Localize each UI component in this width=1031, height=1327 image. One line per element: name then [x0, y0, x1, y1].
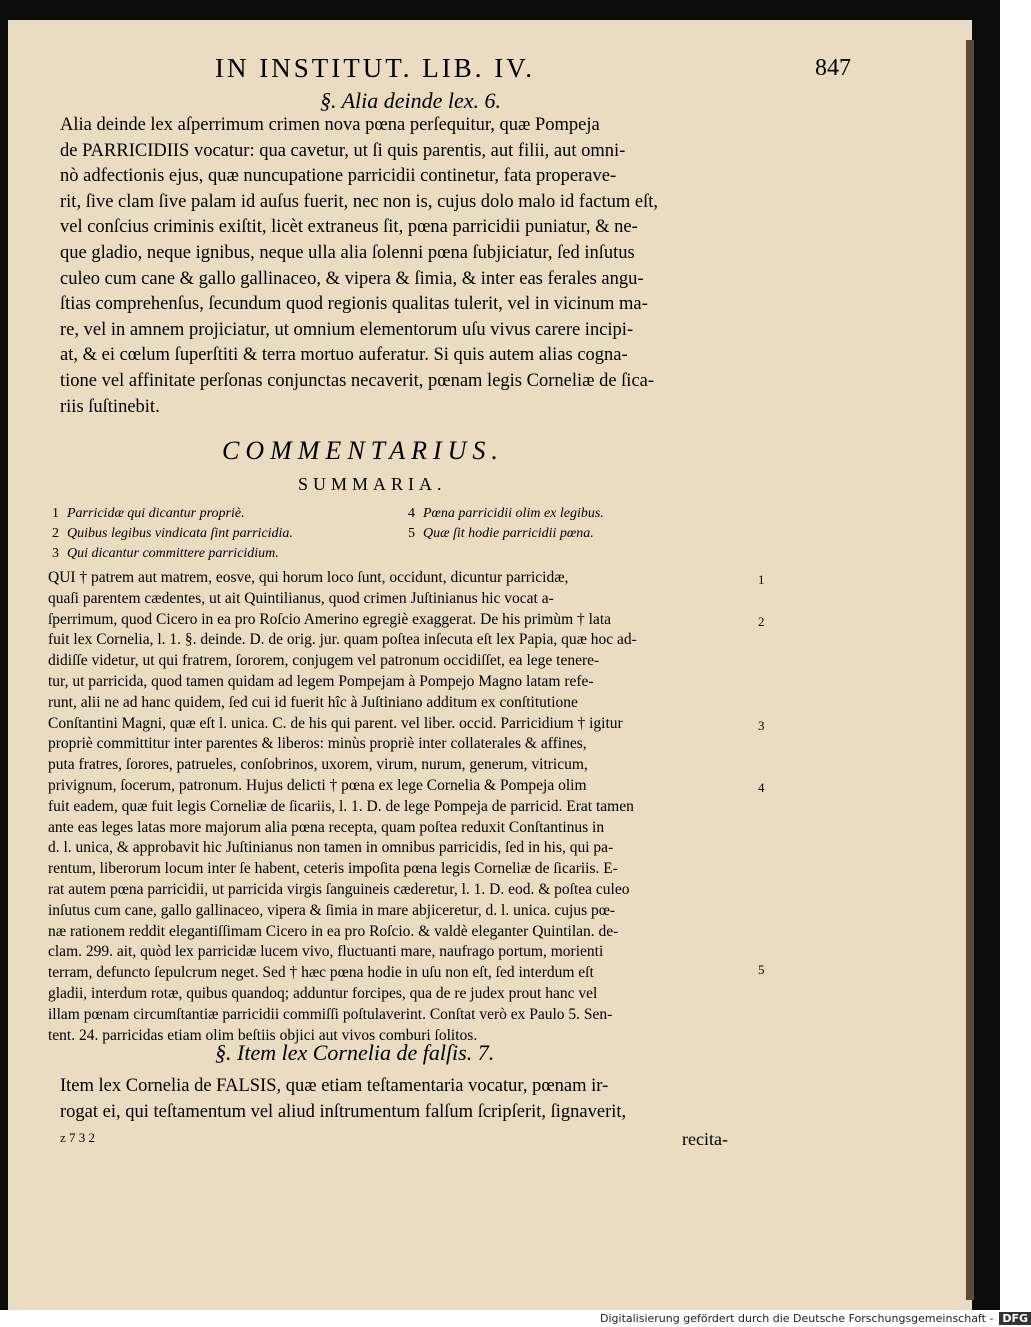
summary-item: [52, 526, 293, 542]
text-line: rat autem pœna parricidii, ut parricida virgis ſanguineis cæderetur, l. 1. D. eod. & poſtea culeo: [48, 880, 630, 898]
text-line: tent. 24. parricidas etiam olim beſtiis objici aut vivos comburi ſolitos.: [48, 1026, 478, 1044]
summary-item: [408, 526, 594, 542]
text-line: de PARRICIDIIS vocatur: qua cavetur, ut ſi quis parentis, aut filii, aut omni-: [60, 140, 626, 161]
page-edge: [966, 40, 974, 1300]
text-line: propriè committitur inter parentes & liberos: minùs propriè inter collaterales & affines,: [48, 735, 587, 753]
text-line: rentum, liberorum locum inter ſe habent, ceteris impoſita pœna legis Corneliæ de ſicariis. E-: [48, 860, 618, 878]
text-line: QUI † patrem aut matrem, eosve, qui horum loco ſunt, occidunt, dicuntur parricidæ,: [48, 569, 569, 586]
summary-number: 4: [408, 506, 415, 521]
summary-number: 3: [52, 546, 59, 561]
text-line: didiſſe videtur, ut qui fratrem, ſororem, conjugem vel patronum occidiſſet, ea lege tenere-: [48, 652, 600, 670]
summary-number: 5: [408, 526, 415, 541]
margin-number: 2: [758, 614, 765, 629]
signature-mark: z 7 3 2: [60, 1130, 96, 1145]
summary-item: [408, 506, 604, 522]
dfg-logo: DFG: [999, 1312, 1031, 1325]
text-line: ante eas leges latas more majorum alia pœna recepta, quam poſtea reduxit Conſtantinus in: [48, 818, 605, 836]
text-line: gladii, interdum rotæ, quibus quandoq; adduntur forcipes, qua de re judex prout hanc vel: [48, 984, 598, 1002]
text-line: d. l. unica, & approbavit hic Juſtinianus non tamen in omnibus parricidis, ſed in his, qui pa-: [48, 839, 614, 857]
credit-text: Digitalisierung gefördert durch die Deutsche Forschungsgemeinschaft -: [600, 1312, 994, 1325]
text-line: ſtias comprehenſus, ſecundum quod regionis qualitas tulerit, vel in vicinum ma-: [60, 294, 648, 315]
text-line: rit, ſive clam ſive palam id auſus fuerit, nec non is, cujus dolo malo id factum eſt,: [60, 191, 659, 212]
text-line: vel conſcius criminis exiſtit, licèt extraneus ſit, pœna parricidii puniatur, & ne-: [60, 217, 638, 238]
summary-text: Pœna parricidii olim ex legibus.: [423, 506, 604, 521]
margin-number: 1: [758, 572, 765, 587]
summary-number: 1: [52, 506, 59, 521]
text-line: runt, alii ne ad hanc quidem, ſed cui id fuerit hîc à Juſtiniano additum ex conſtitutione: [48, 693, 578, 711]
margin-number: 4: [758, 780, 765, 795]
summary-item: [52, 546, 279, 562]
section-heading: §. Alia deinde lex. 6.: [320, 88, 502, 113]
summary-text: Parricidæ qui dicantur propriè.: [67, 506, 245, 521]
text-line: que gladio, neque ignibus, neque ulla alia ſolenni pœna ſubjiciatur, ſed inſutus: [60, 242, 635, 263]
text-line: fuit eadem, quæ fuit legis Corneliæ de ſicariis, l. 1. D. de lege Pompeja de parricid. Erat tamen: [48, 797, 634, 815]
summary-text: Quæ ſit hodie parricidii pœna.: [423, 526, 594, 541]
summary-text: Qui dicantur committere parricidium.: [67, 546, 279, 561]
text-line: clam. 299. ait, quòd lex parricidæ lucem vivo, fluctuanti mare, naufrago portum, morienti: [48, 943, 604, 961]
text-line: riis ſuſtinebit.: [60, 396, 160, 417]
section-text: [60, 1074, 760, 1125]
summary-item: [52, 506, 245, 522]
summaria-heading: SUMMARIA.: [298, 474, 447, 494]
text-line: Item lex Cornelia de FALSIS, quæ etiam teſtamentaria vocatur, pœnam ir-: [60, 1076, 609, 1096]
text-line: puta fratres, ſorores, patrueles, conſobrinos, uxorem, virum, nurum, generum, vitricum,: [48, 756, 588, 774]
digitization-credit: [600, 1312, 1031, 1325]
commentary-heading: COMMENTARIUS.: [222, 436, 504, 465]
page-number: 847: [815, 55, 851, 81]
section-text: [60, 113, 760, 420]
summary-number: 2: [52, 526, 59, 541]
margin-number: 3: [758, 718, 765, 733]
text-line: illam pœnam circumſtantiæ parricidii commiſſi poſtulaverint. Conſtat verò ex Paulo 5. Sen-: [48, 1005, 613, 1023]
running-title: IN INSTITUT. LIB. IV.: [215, 53, 535, 83]
commentary-text: [48, 568, 637, 1046]
text-line: ſperrimum, quod Cicero in ea pro Roſcio Amerino egregiè exaggerat. De his primùm † lata: [48, 610, 612, 628]
text-line: tione vel affinitate perſonas conjunctas necaverit, pœnam legis Corneliæ de ſica-: [60, 370, 655, 391]
section-heading: §. Item lex Cornelia de falſis. 7.: [215, 1040, 495, 1065]
text-line: nò adfectionis ejus, quæ nuncupatione parricidii continetur, fata properave-: [60, 166, 617, 187]
text-line: Conſtantini Magni, quæ eſt l. unica. C. de his qui parent. vel liber. occid. Parricidium † igitur: [48, 714, 623, 732]
text-line: Alia deinde lex aſperrimum crimen nova pœna perſequitur, quæ Pompeja: [60, 115, 600, 135]
text-line: re, vel in amnem projiciatur, ut omnium elementorum uſu vivus carere incipi-: [60, 319, 634, 340]
text-line: tur, ut parricida, quod tamen quidam ad legem Pompejam à Pompejo Magno latam refe-: [48, 672, 594, 690]
text-line: at, & ei cœlum ſuperſtiti & terra mortuo auferatur. Si quis autem alias cogna-: [60, 345, 628, 366]
margin-number: 5: [758, 962, 765, 977]
text-line: fuit lex Cornelia, l. 1. §. deinde. D. de orig. jur. quam poſtea inſecuta eſt lex Papia, quæ hoc ad-: [48, 631, 637, 649]
summary-text: Quibus legibus vindicata ſint parricidia.: [67, 526, 293, 541]
text-line: inſutus cum cane, gallo gallinaceo, vipera & ſimia in mare abjiceretur, d. l. unica. cujus pœ-: [48, 901, 616, 919]
text-line: terram, defuncto ſepulcrum neget. Sed † hæc pœna hodie in uſu non eſt, ſed interdum eſt: [48, 964, 594, 982]
text-line: næ rationem reddit elegantiſſimam Cicero in ea pro Roſcio. & valdè eleganter Quintilan. de-: [48, 922, 619, 940]
text-line: culeo cum cane & gallo gallinaceo, & vipera & ſimia, & inter eas ferales angu-: [60, 268, 644, 289]
text-line: privignum, ſocerum, patronum. Hujus delicti † pœna ex lege Cornelia & Pompeja olim: [48, 776, 587, 794]
text-line: rogat ei, qui teſtamentum vel aliud inſtrumentum falſum ſcripſerit, ſignaverit,: [60, 1101, 627, 1122]
catchword: recita-: [682, 1129, 728, 1149]
text-line: quaſi parentem cædentes, ut ait Quintilianus, quod crimen Juſtinianus hic vocat a-: [48, 589, 554, 607]
